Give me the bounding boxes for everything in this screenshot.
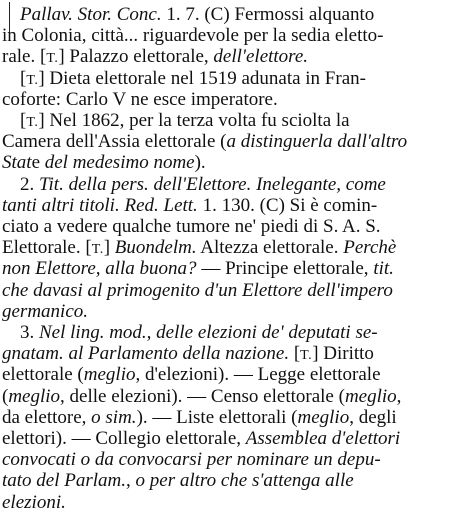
- italic-text: Tit. della pers. dell'Elettore. Inelegante, come: [39, 173, 386, 195]
- italic-text: convocati o da convocarsi per nominare un depu-: [2, 449, 381, 471]
- italic-text: tit.: [373, 258, 394, 280]
- text-line: [2, 300, 88, 323]
- italic-text: Buondelm.: [114, 237, 197, 259]
- roman-text: coforte: Carlo V ne esce imperatore.: [2, 88, 278, 110]
- text-line: [20, 173, 386, 196]
- italic-text: che davasi al primogenito d'un Elettore dell'impero: [2, 279, 393, 301]
- roman-text: 1. 7. (C): [161, 4, 235, 25]
- italic-text: gnatam. al Parlamento della nazione.: [2, 343, 290, 365]
- roman-text: , d'elezioni). — Legge elettorale: [135, 364, 381, 386]
- roman-text: [: [289, 343, 301, 365]
- roman-text: ). — Liste elettorali (: [136, 406, 298, 428]
- italic-text: Assemblea d'elettori: [245, 428, 401, 449]
- small-caps-text: T.: [91, 242, 104, 258]
- roman-text: ] Dieta elettorale nel 1519 adunata in Fran-: [38, 67, 366, 89]
- roman-text: — Principe elettorale,: [196, 258, 374, 280]
- roman-text: 3.: [20, 322, 39, 343]
- roman-text: [: [20, 67, 27, 89]
- roman-text: Fermossi alquanto: [234, 4, 375, 25]
- italic-text: meglio: [83, 364, 136, 386]
- italic-text: Pallav. Stor. Conc.: [20, 4, 162, 25]
- italic-text: Stat: [2, 152, 32, 174]
- text-line: [2, 342, 374, 365]
- text-line: [2, 257, 394, 280]
- italic-text: meglio: [8, 385, 61, 407]
- small-caps-text: T.: [300, 348, 313, 364]
- text-line: [2, 469, 354, 492]
- roman-text: ,: [126, 470, 136, 492]
- italic-text: o sim.: [91, 406, 137, 428]
- text-line: [20, 3, 374, 26]
- text-line: [2, 385, 401, 408]
- text-line: [2, 130, 407, 153]
- roman-text: elettori). — Collegio elettorale,: [2, 428, 246, 449]
- roman-text: rale. [: [2, 46, 47, 68]
- roman-text: in Colonia, città... riguardevole per la sedia eletto-: [2, 25, 384, 47]
- roman-text: ] Palazzo elettorale,: [58, 46, 214, 68]
- italic-text: meglio: [297, 406, 350, 428]
- roman-text: Elettorale. [: [2, 237, 92, 259]
- italic-text: tato del Parlam.: [2, 470, 127, 492]
- text-line: [2, 448, 381, 471]
- text-line: [2, 363, 381, 386]
- text-line: [2, 151, 206, 174]
- text-line: [2, 88, 278, 111]
- roman-text: ]: [103, 237, 115, 259]
- text-line: [2, 24, 383, 47]
- roman-text: ,: [396, 385, 402, 407]
- italic-text: o per altro che s'attenga alle: [135, 470, 354, 492]
- italic-text: del medesimo nome: [44, 152, 195, 174]
- text-line: [2, 215, 381, 238]
- italic-text: meglio: [344, 385, 397, 407]
- roman-text: da elettore,: [2, 406, 92, 428]
- italic-text: tanti altri titoli. Red. Lett.: [2, 194, 198, 216]
- italic-text: Nel ling. mod., delle elezioni de' deputati se-: [39, 322, 378, 343]
- roman-text: ] Nel 1862, per la terza volta fu sciolta la: [38, 110, 350, 131]
- small-caps-text: T.: [46, 51, 59, 67]
- italic-text: non Elettore, alla buona?: [2, 258, 197, 280]
- roman-text: elettorale (: [2, 364, 84, 386]
- roman-text: (: [2, 385, 9, 407]
- text-line: [2, 279, 393, 302]
- roman-text: Altezza elettorale.: [196, 237, 344, 259]
- small-caps-text: T.: [26, 115, 39, 130]
- roman-text: 2.: [20, 173, 39, 195]
- text-line: [2, 45, 308, 68]
- italic-text: germanico.: [2, 300, 89, 322]
- text-line: [2, 406, 397, 429]
- roman-text: , delle elezioni). — Censo elettorale (: [60, 385, 345, 407]
- roman-text: [: [20, 110, 27, 131]
- roman-text: e: [31, 152, 45, 174]
- text-line: [20, 321, 378, 344]
- italic-text: Perchè: [343, 237, 397, 259]
- text-line: [2, 194, 377, 217]
- italic-text: a distinguerla dall'altro: [226, 131, 408, 153]
- small-caps-text: T.: [26, 72, 39, 88]
- text-line: [20, 67, 366, 90]
- text-line: [2, 427, 400, 450]
- text-line: [2, 236, 396, 259]
- italic-text: elezioni.: [2, 491, 66, 513]
- text-line: [2, 491, 66, 514]
- text-line: [20, 109, 350, 132]
- italic-text: dell'elettore.: [213, 46, 309, 68]
- roman-text: ciato a vedere qualche tumore ne' piedi di S. A. S.: [2, 216, 381, 237]
- roman-text: Camera dell'Assia elettorale (: [2, 131, 227, 153]
- roman-text: 1. 130. (C) Si è comin-: [197, 194, 378, 216]
- roman-text: ).: [194, 152, 206, 174]
- roman-text: , degli: [349, 406, 397, 428]
- roman-text: ] Diritto: [312, 343, 374, 365]
